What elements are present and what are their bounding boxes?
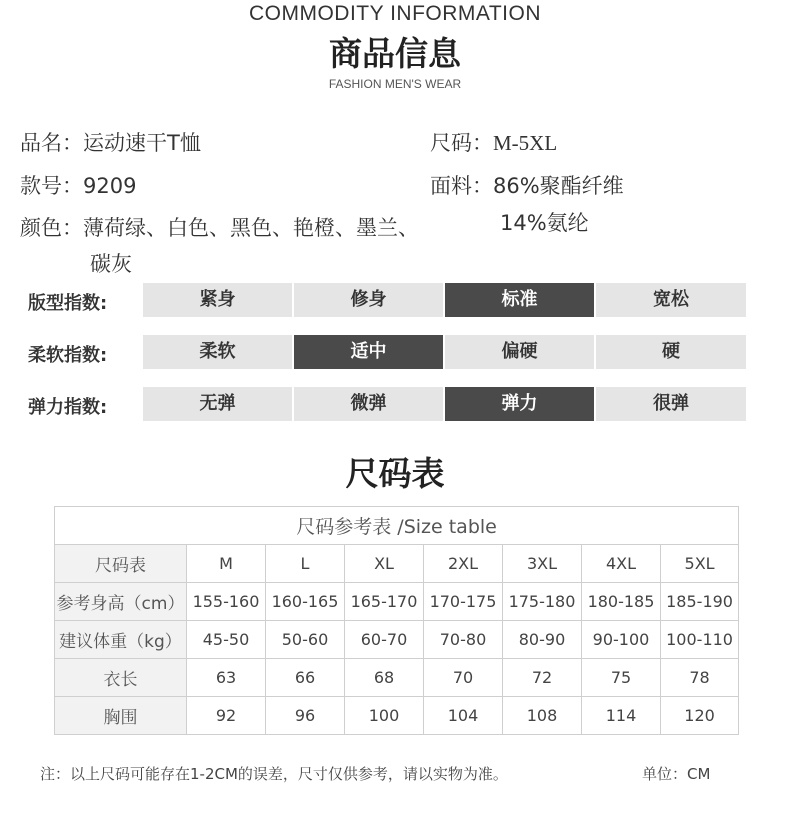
table-cell: 胸围 [55,697,187,735]
table-header-cell: L [266,545,345,583]
index-option-selected: 弹力 [445,387,594,421]
table-row [55,583,739,621]
index-option: 柔软 [143,335,292,369]
table-cell: 165-170 [345,583,424,621]
index-option: 宽松 [596,283,746,317]
table-header-cell: 尺码表 [55,545,187,583]
fabric-value-1: 86%聚酯纤维 [493,174,624,198]
index-option: 硬 [596,335,746,369]
table-cell: 114 [582,697,661,735]
index-option: 修身 [294,283,443,317]
table-header-cell: 4XL [582,545,661,583]
size-table [54,506,739,735]
table-cell: 155-160 [187,583,266,621]
table-cell: 92 [187,697,266,735]
table-row [55,621,739,659]
table-header-cell: XL [345,545,424,583]
table-cell: 104 [424,697,503,735]
color-value-1: 薄荷绿、白色、黑色、艳橙、墨兰、 [83,216,419,240]
table-cell: 108 [503,697,582,735]
table-cell: 75 [582,659,661,697]
table-row [55,697,739,735]
index-option-selected: 标准 [445,283,594,317]
table-cell: 参考身高（cm） [55,583,187,621]
table-cell: 175-180 [503,583,582,621]
size-table-caption: 尺码参考表 /Size table [55,507,739,545]
index-option: 偏硬 [445,335,594,369]
table-header-cell: 2XL [424,545,503,583]
table-cell: 100-110 [661,621,739,659]
table-cell: 80-90 [503,621,582,659]
table-row [55,545,739,583]
index-option: 无弹 [143,387,292,421]
model-label: 款号： [20,174,83,198]
table-cell: 建议体重（kg） [55,621,187,659]
table-cell: 78 [661,659,739,697]
table-cell: 90-100 [582,621,661,659]
table-header-cell: 3XL [503,545,582,583]
table-cell: 160-165 [266,583,345,621]
table-header-cell: 5XL [661,545,739,583]
table-cell: 72 [503,659,582,697]
index-option: 紧身 [143,283,292,317]
product-name-value: 运动速干T恤 [83,131,201,155]
table-cell: 60-70 [345,621,424,659]
title-chinese: 商品信息 [329,34,461,73]
size-range-value: M-5XL [493,131,558,155]
model-row [20,170,136,200]
table-cell: 120 [661,697,739,735]
unit-label: 单位：CM [642,765,711,783]
table-cell: 180-185 [582,583,661,621]
index-option-selected: 适中 [294,335,443,369]
color-value-2: 碳灰 [90,252,132,276]
color-row [20,212,419,242]
fabric-row [430,170,624,200]
table-header-cell: M [187,545,266,583]
footnote: 注：以上尺码可能存在1-2CM的误差，尺寸仅供参考，请以实物为准。 [40,765,508,783]
table-cell: 衣长 [55,659,187,697]
title-english: COMMODITY INFORMATION [248,2,542,25]
table-cell: 96 [266,697,345,735]
table-cell: 170-175 [424,583,503,621]
table-cell: 50-60 [266,621,345,659]
subtitle: FASHION MEN'S WEAR [328,77,462,91]
table-cell: 68 [345,659,424,697]
color-label: 颜色： [20,216,83,240]
index-label: 弹力指数: [28,397,108,418]
index-option: 微弹 [294,387,443,421]
table-cell: 45-50 [187,621,266,659]
table-cell: 70-80 [424,621,503,659]
table-cell: 70 [424,659,503,697]
size-table-title: 尺码表 [345,454,445,493]
model-value: 9209 [83,174,137,198]
fabric-label: 面料： [430,174,493,198]
index-label: 柔软指数: [28,345,108,366]
table-cell: 100 [345,697,424,735]
table-cell: 63 [187,659,266,697]
product-name-label: 品名： [20,131,83,155]
fabric-value-2: 14%氨纶 [500,211,589,235]
product-name-row [20,127,201,157]
table-cell: 66 [266,659,345,697]
size-range-row [430,127,557,157]
table-cell: 185-190 [661,583,739,621]
index-label: 版型指数: [28,293,108,314]
index-option: 很弹 [596,387,746,421]
size-range-label: 尺码： [430,131,493,155]
table-row [55,659,739,697]
